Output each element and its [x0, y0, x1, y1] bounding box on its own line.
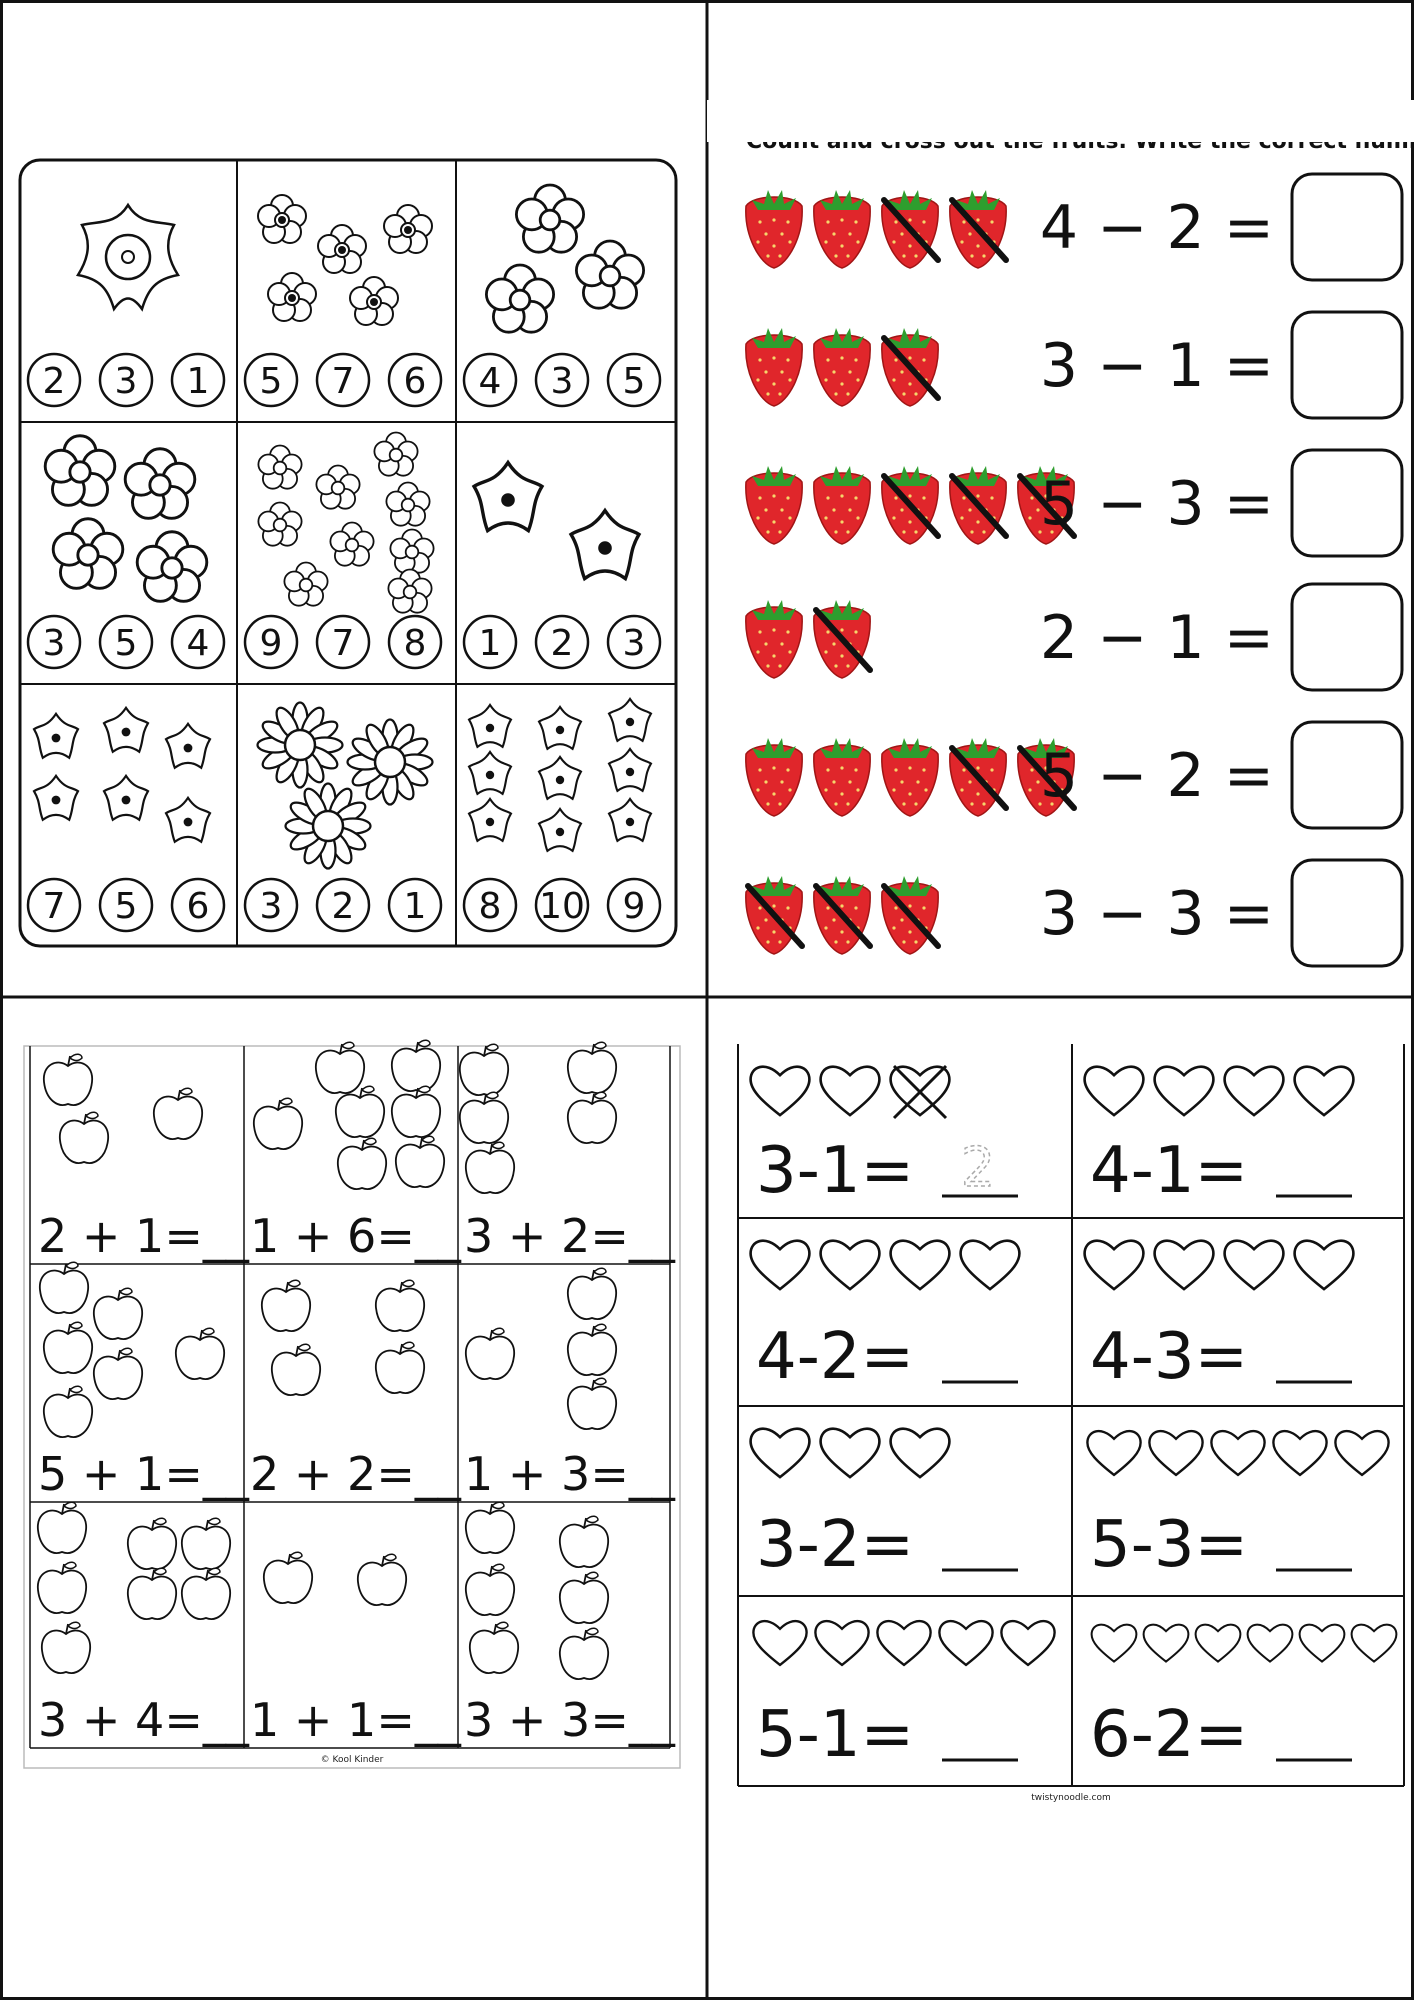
addition-equation: 3 + 2=__ — [464, 1209, 675, 1263]
choice-number: 10 — [539, 886, 585, 927]
heart-icon — [821, 1067, 880, 1115]
strawberry — [882, 738, 938, 816]
strawberry-row — [746, 722, 1402, 828]
choice-number: 2 — [42, 361, 66, 402]
heart-icon — [1295, 1241, 1354, 1289]
addition-equation: 2 + 2=__ — [250, 1447, 461, 1501]
strawberry — [746, 600, 802, 678]
equation-text: 5 − 2 = — [1039, 741, 1274, 811]
choice-number: 2 — [331, 886, 355, 927]
heart-icon — [1155, 1241, 1214, 1289]
equation-text: 5 − 3 = — [1039, 469, 1274, 539]
choice-number: 8 — [403, 623, 427, 664]
subtraction-equation: 6-2= — [1090, 1698, 1249, 1772]
heart-icon — [1225, 1067, 1284, 1115]
heart-icon — [877, 1621, 930, 1665]
strawberry — [746, 328, 802, 406]
subtraction-equation: 5-3= — [1090, 1508, 1249, 1582]
answer-box[interactable] — [1292, 450, 1402, 556]
subtraction-equation: 4-1= — [1090, 1134, 1249, 1208]
answer-box[interactable] — [1292, 312, 1402, 418]
apple-addition-worksheet — [24, 1040, 680, 1768]
heart-problem-cell — [753, 1621, 1054, 1772]
heart-icon — [961, 1241, 1020, 1289]
choice-number: 5 — [259, 361, 283, 402]
answer-box[interactable] — [1292, 860, 1402, 966]
choice-number: 3 — [622, 623, 646, 664]
heart-icon — [1273, 1431, 1326, 1475]
choice-number: 6 — [403, 361, 427, 402]
heart-icon — [891, 1241, 950, 1289]
heart-icon — [1352, 1625, 1397, 1662]
addition-equation: 1 + 6=__ — [250, 1209, 461, 1263]
choice-number: 3 — [259, 886, 283, 927]
subtraction-equation: 4-3= — [1090, 1320, 1249, 1394]
strawberry — [746, 466, 802, 544]
choice-number: 4 — [478, 361, 502, 402]
answer-box[interactable] — [1292, 174, 1402, 280]
heart-problem-cell — [1085, 1067, 1354, 1208]
choice-number: 3 — [114, 361, 138, 402]
strawberry — [814, 738, 870, 816]
heart-icon — [1196, 1625, 1241, 1662]
addition-equation: 5 + 1=__ — [38, 1447, 249, 1501]
choice-number: 1 — [403, 886, 427, 927]
choice-number: 7 — [331, 623, 355, 664]
choice-number: 2 — [550, 623, 574, 664]
heart-icon — [753, 1621, 806, 1665]
heart-icon — [939, 1621, 992, 1665]
equation-text: 3 − 3 = — [1039, 879, 1274, 949]
choice-number: 3 — [42, 623, 66, 664]
heart-icon — [821, 1241, 880, 1289]
heart-icon — [891, 1429, 950, 1477]
heart-icon — [1211, 1431, 1264, 1475]
choice-number: 6 — [186, 886, 210, 927]
strawberry — [814, 328, 870, 406]
heart-icon — [1092, 1625, 1137, 1662]
equation-text: 3 − 1 = — [1039, 331, 1274, 401]
heart-icon — [1085, 1067, 1144, 1115]
heart-problem-cell — [751, 1429, 1018, 1582]
heart-icon — [751, 1429, 810, 1477]
website-footer: twistynoodle.com — [1031, 1793, 1111, 1803]
answer-box[interactable] — [1292, 584, 1402, 690]
heart-icon — [751, 1241, 810, 1289]
subtraction-equation: 3-1= — [756, 1134, 915, 1208]
choice-number: 7 — [331, 361, 355, 402]
addition-equation: 3 + 4=__ — [38, 1693, 249, 1747]
copyright-footer: © Kool Kinder — [320, 1755, 384, 1765]
heart-icon — [1300, 1625, 1345, 1662]
heart-icon — [1087, 1431, 1140, 1475]
heart-icon — [815, 1621, 868, 1665]
addition-equation: 3 + 3=__ — [464, 1693, 675, 1747]
heart-icon — [1001, 1621, 1054, 1665]
heart-problem-cell — [1085, 1241, 1354, 1394]
choice-number: 8 — [478, 886, 502, 927]
heart-problem-cell — [1087, 1431, 1388, 1582]
choice-number: 5 — [114, 886, 138, 927]
flowers-image — [469, 699, 651, 851]
subtraction-equation: 4-2= — [756, 1320, 915, 1394]
traced-answer: 2 — [960, 1136, 996, 1199]
heart-icon — [1248, 1625, 1293, 1662]
subtraction-equation: 3-2= — [756, 1508, 915, 1582]
strawberry-row — [746, 860, 1402, 966]
strawberry — [746, 190, 802, 268]
heart-icon — [1144, 1625, 1189, 1662]
strawberry-row — [746, 312, 1402, 418]
addition-equation: 2 + 1=__ — [38, 1209, 249, 1263]
strawberry-subtraction-worksheet — [707, 100, 1414, 966]
heart-problem-cell — [751, 1066, 1018, 1208]
heart-icon — [751, 1067, 810, 1115]
heart-problem-cell — [1090, 1625, 1396, 1772]
strawberry — [814, 190, 870, 268]
strawberry — [746, 738, 802, 816]
choice-number: 5 — [622, 361, 646, 402]
strawberry-row — [746, 174, 1402, 280]
heart-subtraction-worksheet — [738, 1044, 1404, 1803]
heart-icon — [1225, 1241, 1284, 1289]
choice-number: 5 — [114, 623, 138, 664]
heart-icon — [1085, 1241, 1144, 1289]
strawberry-row — [746, 450, 1402, 556]
subtraction-equation: 5-1= — [756, 1698, 915, 1772]
equation-text: 4 − 2 = — [1039, 193, 1274, 263]
heart-problem-cell — [751, 1241, 1020, 1394]
choice-number: 3 — [550, 361, 574, 402]
choice-number: 1 — [186, 361, 210, 402]
heart-icon — [821, 1429, 880, 1477]
flower-counting-worksheet — [20, 160, 676, 946]
heart-icon — [1335, 1431, 1388, 1475]
strawberry — [814, 466, 870, 544]
choice-number: 7 — [42, 886, 66, 927]
choice-number: 1 — [478, 623, 502, 664]
strawberry-row — [746, 584, 1402, 690]
addition-equation: 1 + 1=__ — [250, 1693, 461, 1747]
choice-number: 9 — [622, 886, 646, 927]
answer-box[interactable] — [1292, 722, 1402, 828]
choice-number: 9 — [259, 623, 283, 664]
heart-icon — [1149, 1431, 1202, 1475]
heart-icon — [1155, 1067, 1214, 1115]
heart-icon — [1295, 1067, 1354, 1115]
equation-text: 2 − 1 = — [1039, 603, 1274, 673]
choice-number: 4 — [186, 623, 210, 664]
addition-equation: 1 + 3=__ — [464, 1447, 675, 1501]
